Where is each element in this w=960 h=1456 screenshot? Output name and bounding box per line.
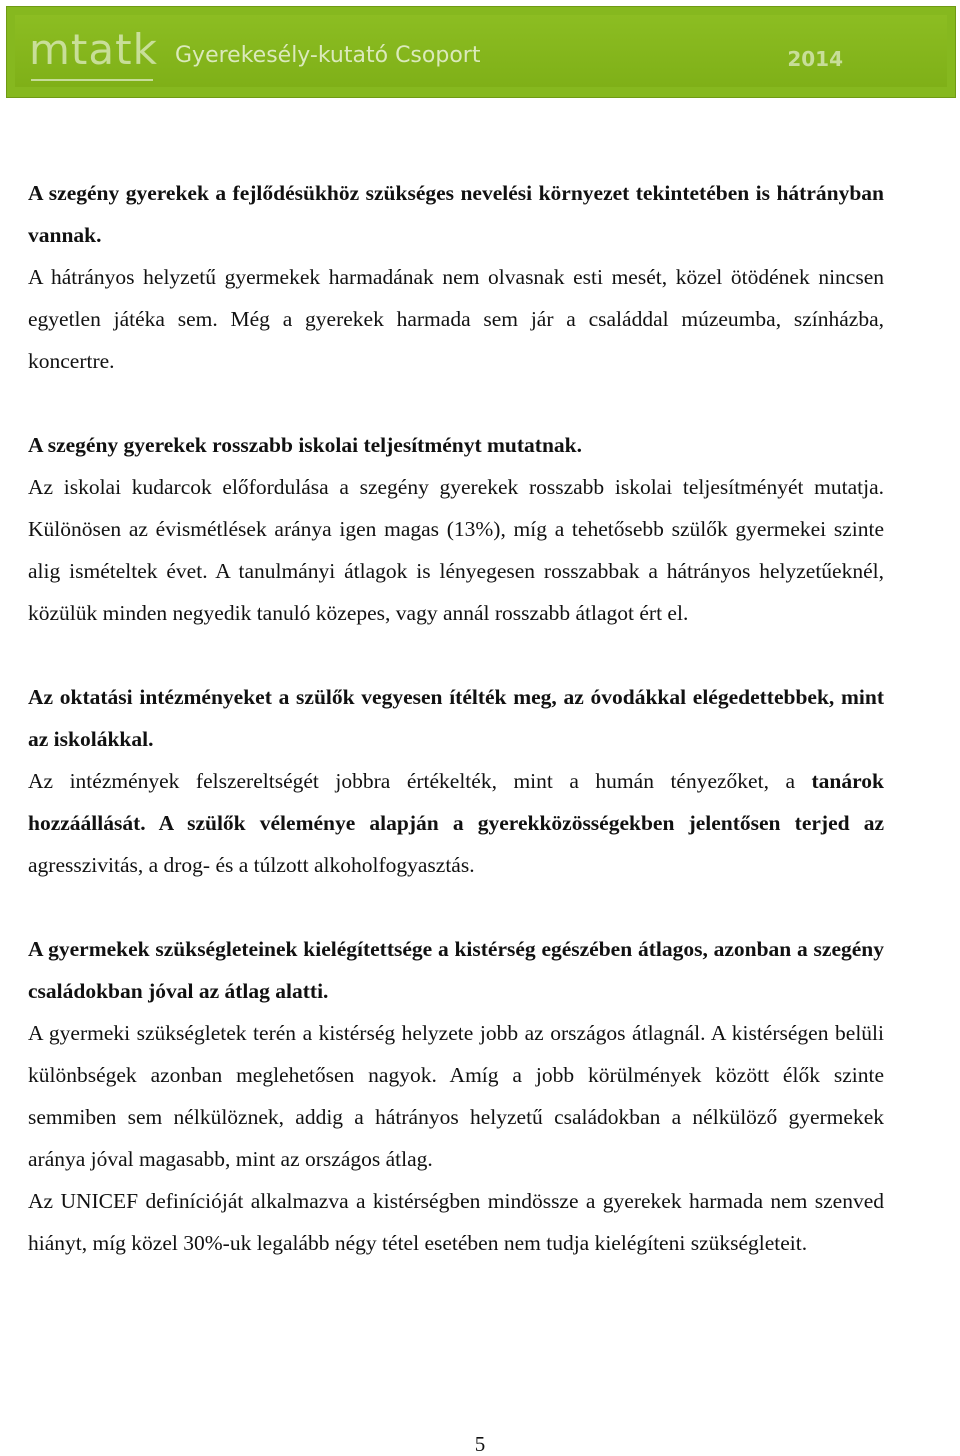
- section-3-body-bold: tanárok hozzáállását. A szülők véleménye alapján a gyerekközösségekben jelentősen terjed az: [28, 769, 884, 835]
- paragraph-gap: [28, 634, 884, 676]
- document-body: [28, 172, 884, 1264]
- section-2-body: Az iskolai kudarcok előfordulása a szegény gyerekek rosszabb iskolai teljesítményét mutatja. Különösen az évismétlések aránya igen magas (13%), míg a tehetősebb szülők gyermekei szinte alig ismételtek évet. A tanulmányi átlagok is lényegesen rosszabbak a hátrányos helyzetűeknél, közülük minden negyedik tanuló közepes, vagy annál rosszabb átlagot ért el.: [28, 475, 884, 625]
- paragraph-gap: [28, 886, 884, 928]
- section-4-body: A gyermeki szükségletek terén a kistérség helyzete jobb az országos átlagnál. A kistérségen belüli különbségek azonban meglehetősen nagyok. Amíg a jobb körülmények között élők szinte semmiben sem nélkülöznek, addig a hátrányos helyzetű családokban a nélkülöző gyermekek aránya jóval magasabb, mint az országos átlag.: [28, 1021, 884, 1171]
- header-year: 2014: [787, 47, 843, 71]
- section-3-body-text-2: agresszivitás, a drog- és a túlzott alkoholfogyasztás.: [28, 853, 475, 877]
- mtatk-logo: mtatk: [29, 25, 158, 74]
- section-1-heading: A szegény gyerekek a fejlődésükhöz szükséges nevelési környezet tekintetében is hátrányban vannak.: [28, 181, 884, 247]
- section-2-heading: A szegény gyerekek rosszabb iskolai teljesítményt mutatnak.: [28, 433, 583, 457]
- paragraph-gap: [28, 382, 884, 424]
- logo-underline: [31, 79, 153, 81]
- header-banner: [6, 6, 956, 98]
- section-4-heading: A gyermekek szükségleteinek kielégítettsége a kistérség egészében átlagos, azonban a szegény családokban jóval az átlag alatti.: [28, 937, 884, 1003]
- section-3-body-text-1: Az intézmények felszereltségét jobbra értékelték, mint a humán tényezőket, a: [28, 769, 812, 793]
- research-group-name: Gyerekesély-kutató Csoport: [175, 43, 481, 68]
- section-3-body: [28, 760, 884, 886]
- page-number: 5: [474, 1432, 486, 1456]
- section-3-heading: Az oktatási intézményeket a szülők vegyesen ítélték meg, az óvodákkal elégedettebbek, mint az iskolákkal.: [28, 685, 884, 751]
- section-1-body: A hátrányos helyzetű gyermekek harmadának nem olvasnak esti mesét, közel ötödének nincsen egyetlen játéka sem. Még a gyerekek harmada sem jár a családdal múzeumba, színházba, koncertre.: [28, 265, 884, 373]
- section-4-body-2: Az UNICEF definícióját alkalmazva a kistérségben mindössze a gyerekek harmada nem szenved hiányt, míg közel 30%-uk legalább négy tétel esetében nem tudja kielégíteni szükségleteit.: [28, 1189, 884, 1255]
